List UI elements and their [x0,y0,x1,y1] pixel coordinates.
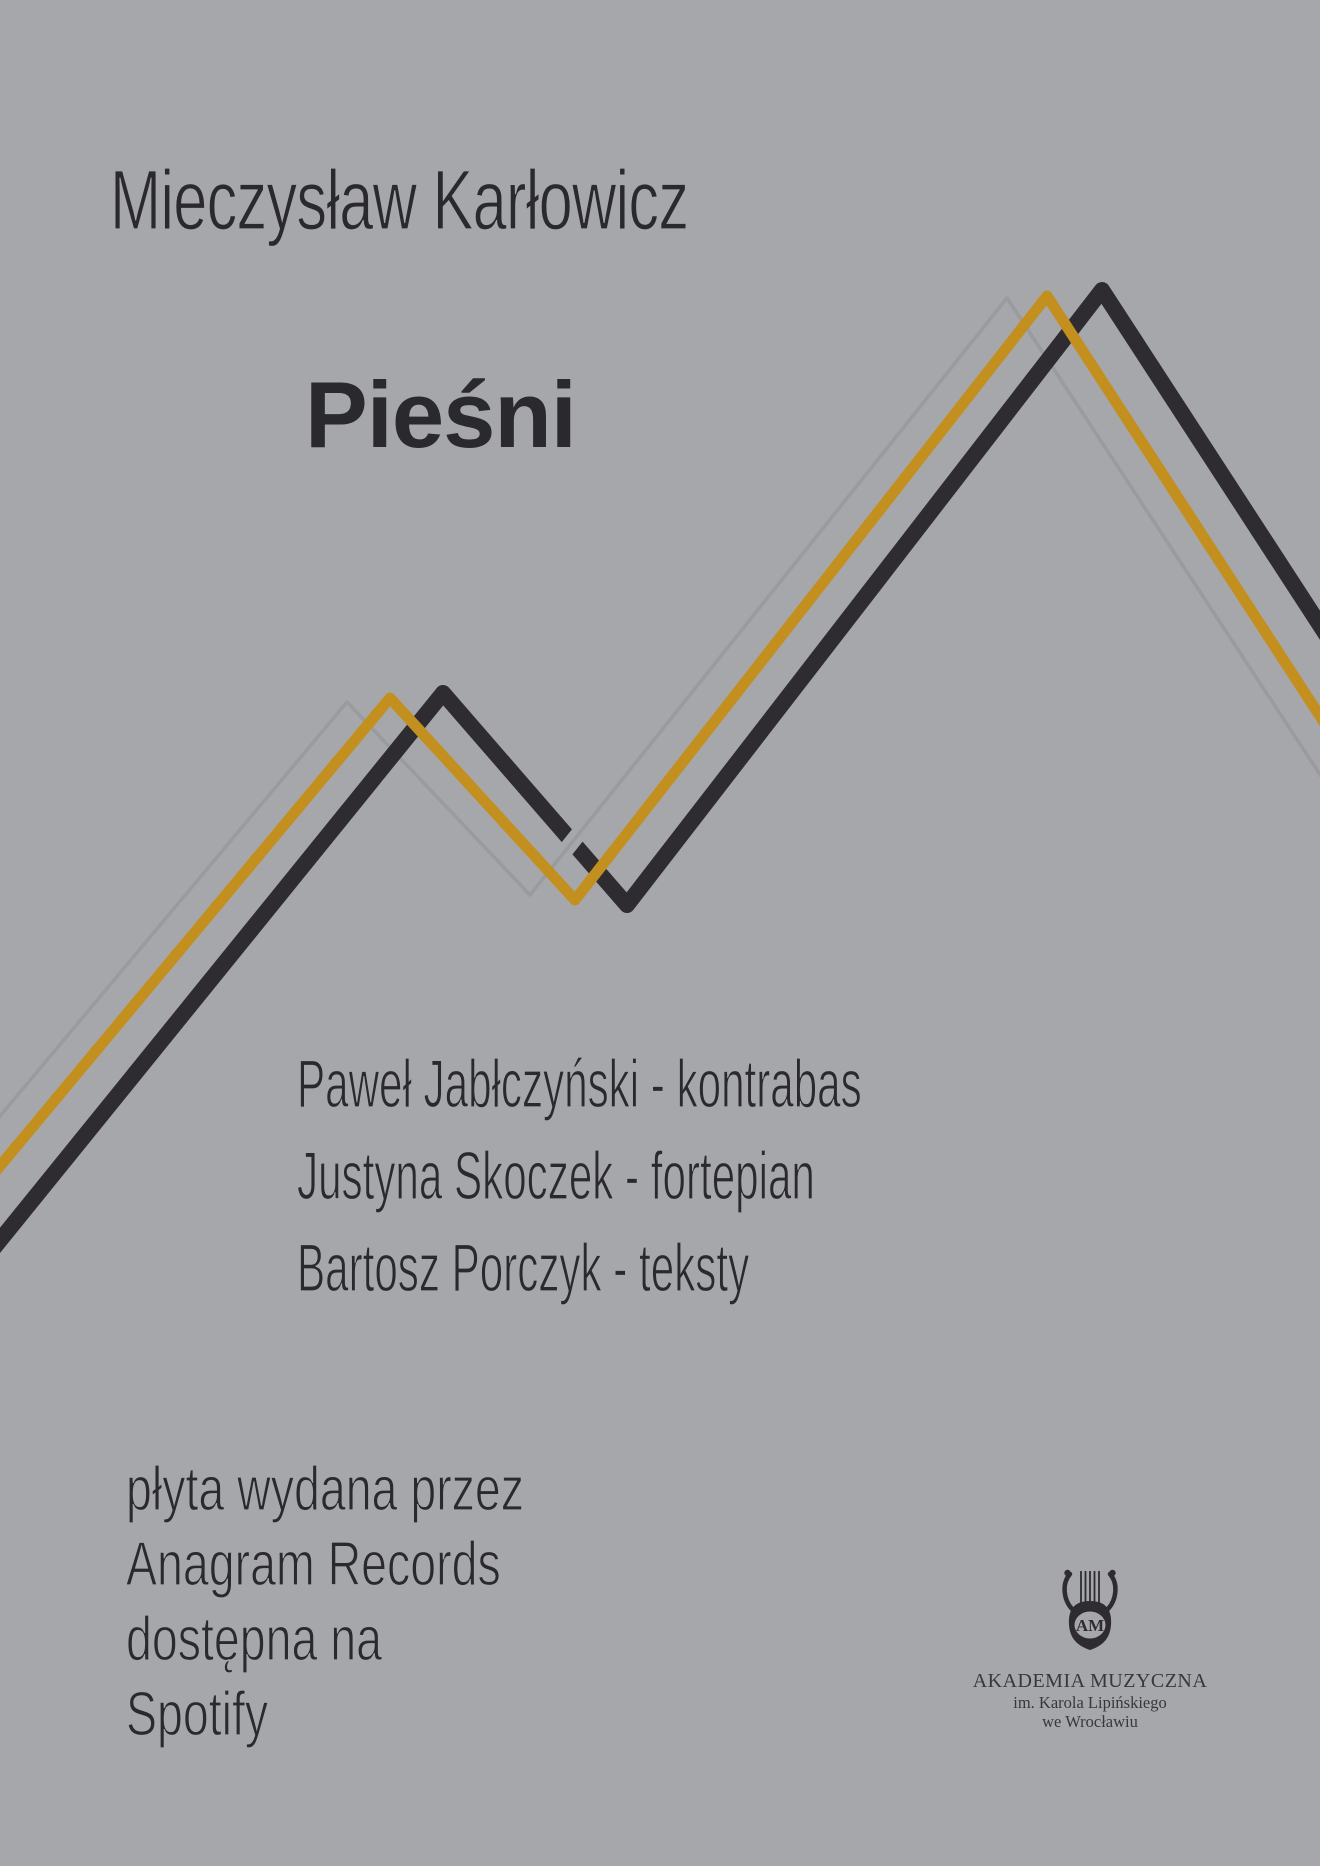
spotify-label: Spotify [126,1680,269,1749]
release-info-text: płyta wydana przez [126,1455,525,1524]
album-title: Pieśni [305,362,576,467]
gray-zigzag-line [0,298,1320,1140]
performer-item [297,1130,1208,1222]
release-info-text: dostępna na [126,1605,382,1674]
lyre-icon [958,1563,1222,1663]
academy-subtitle-2: we Wrocławiu [1042,1712,1138,1731]
release-info-line [126,1677,657,1752]
academy-logo [958,1563,1222,1731]
academy-name: AKADEMIA MUZYCZNA [972,1670,1208,1692]
release-info-line [126,1602,657,1677]
release-info [126,1452,657,1752]
performer-item-text: Justyna Skoczek - fortepian [297,1138,815,1214]
composer-name [110,153,902,247]
release-info-line [126,1527,657,1602]
performer-item [297,1038,1208,1130]
performer-item-text: Bartosz Porczyk - teksty [297,1230,750,1306]
release-info-line [126,1452,657,1527]
release-label: Anagram Records [126,1530,501,1599]
performers-list [297,1038,1208,1314]
performer-item [297,1222,1208,1314]
composer-name-text: Mieczysław Karłowicz [110,153,689,247]
performer-item-text: Paweł Jabłczyński - kontrabas [297,1046,862,1122]
academy-monogram: AM [1075,1616,1105,1635]
academy-subtitle-1: im. Karola Lipińskiego [1013,1693,1167,1712]
